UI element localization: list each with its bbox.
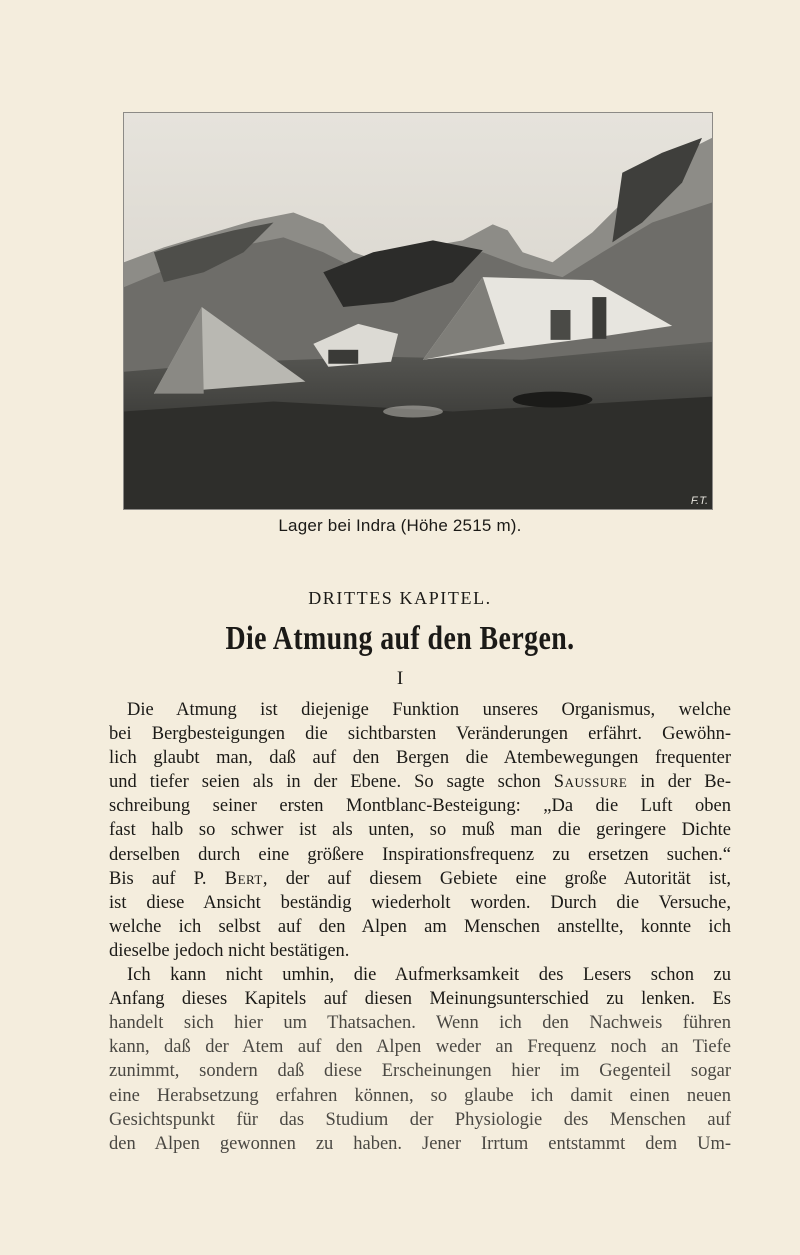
text-segment: Bis auf P. (109, 868, 207, 889)
text-line: kann, daß der Atem auf den Alpen weder an Frequenz noch an Tiefe (109, 1037, 731, 1058)
text-line: eine Herabsetzung erfahren können, so glaube ich damit einen neuen (109, 1085, 731, 1106)
text-line: den Alpen gewonnen zu haben. Jener Irrtum entstammt dem Um- (109, 1133, 731, 1154)
text-line: Gesichtspunkt für das Studium der Physiologie des Menschen auf (109, 1109, 731, 1130)
text-segment: in der Be- (640, 772, 732, 793)
body-text (109, 698, 731, 1156)
camp-scene-illustration (124, 113, 712, 509)
author-name-saussure: Saussure (553, 772, 628, 793)
text-segment: und tiefer seien als in der Ebene. So sagte schon (109, 772, 541, 793)
section-number: I (396, 668, 404, 689)
engraver-signature: F.T. (690, 495, 708, 507)
text-line: bei Bergbesteigungen die sichtbarsten Veränderungen erfährt. Gewöhn- (109, 724, 731, 745)
text-line (109, 867, 731, 891)
text-line: dieselbe jedoch nicht bestätigen. (109, 940, 350, 961)
figure-caption: Lager bei Indra (Höhe 2515 m). (278, 516, 522, 535)
text-line: fast halb so schwer ist als unten, so muß man die geringere Dichte (109, 820, 731, 841)
text-line: derselben durch eine größere Inspirationsfrequenz zu ersetzen suchen.“ (109, 844, 731, 865)
text-line: zunimmt, sondern daß diese Erscheinungen hier im Gegenteil sogar (109, 1061, 731, 1082)
text-line: Anfang dieses Kapitels auf diesen Meinungsunterschied zu lenken. Es (109, 989, 731, 1010)
text-line: Ich kann nicht umhin, die Aufmerksamkeit des Lesers schon zu (127, 965, 731, 986)
text-line: schreibung seiner ersten Montblanc-Besteigung: „Da die Luft oben (109, 796, 731, 817)
text-line (109, 770, 731, 794)
chapter-title: Die Atmung auf den Bergen. (225, 620, 575, 657)
text-line: lich glaubt man, daß auf den Bergen die Atembewegungen frequenter (109, 748, 731, 769)
camp-photograph (123, 112, 713, 510)
author-name-bert: Bert (224, 868, 263, 889)
text-line: Die Atmung ist diejenige Funktion unseres Organismus, welche (127, 700, 731, 720)
text-line: welche ich selbst auf den Alpen am Menschen anstellte, konnte ich (109, 916, 731, 937)
text-segment: , der auf diesem Gebiete eine große Autorität ist, (262, 868, 732, 889)
chapter-heading: DRITTES KAPITEL. (308, 588, 492, 608)
text-line: ist diese Ansicht beständig wiederholt worden. Durch die Versuche, (109, 892, 731, 913)
text-line: handelt sich hier um Thatsachen. Wenn ich den Nachweis führen (109, 1013, 731, 1034)
